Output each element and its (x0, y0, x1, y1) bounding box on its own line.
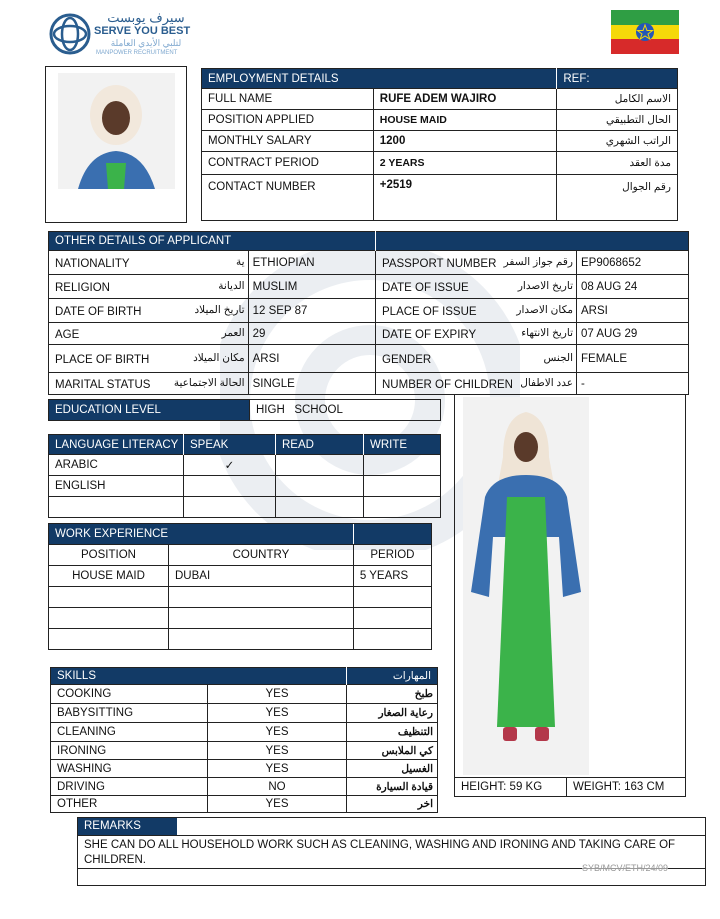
skill-cooking-ar: طبخ (414, 688, 433, 700)
skill-cleaning-value: YES (208, 723, 347, 742)
table-row (51, 796, 438, 813)
skill-other: OTHER (51, 796, 208, 813)
issue-place-value: ARSI (581, 304, 608, 317)
issue-date-value: 08 AUG 24 (581, 280, 638, 293)
age-ar: العمر (221, 327, 245, 339)
skill-other-value: YES (208, 796, 347, 813)
work-period: 5 YEARS (359, 570, 409, 582)
work-header: WORK EXPERIENCE (49, 524, 354, 545)
gender-value: FEMALE (581, 352, 628, 365)
dob-value: 12 SEP 87 (248, 299, 375, 323)
english-read (276, 476, 364, 497)
skill-babysitting-value: YES (208, 704, 347, 723)
religion-ar: الديانة (218, 280, 245, 292)
skill-driving-value: NO (208, 778, 347, 796)
logo-mark-icon (48, 12, 92, 56)
birthplace-value: ARSI (248, 345, 375, 373)
passport-ar: رقم جواز السفر (503, 256, 573, 268)
remarks (77, 817, 706, 886)
skills (50, 667, 438, 813)
passport-label: PASSPORT NUMBER (382, 257, 497, 270)
table-row (51, 704, 438, 723)
write-header: WRITE (364, 435, 441, 455)
education-label: EDUCATION LEVEL (49, 400, 249, 420)
salary-value: 1200 (373, 131, 557, 152)
weight-text: WEIGHT: 163 CM (573, 781, 665, 793)
ref-label: REF: (557, 69, 678, 89)
skill-cooking-value: YES (208, 685, 347, 704)
skills-header: SKILLS (51, 668, 347, 685)
gender-label: GENDER (382, 353, 432, 366)
nationality-ar: ية (236, 256, 245, 268)
marital-ar: الحالة الاجتماعية (173, 377, 245, 389)
gender-ar: الجنس (543, 352, 573, 364)
position-value: HOUSE MAID (373, 110, 557, 131)
table-row (51, 760, 438, 778)
skill-washing-ar: الغسيل (401, 762, 433, 775)
contact-value: +2519 (373, 175, 557, 221)
nationality-value: ETHIOPIAN (248, 251, 375, 275)
full-name-ar: الاسم الكامل (614, 93, 671, 105)
other-details-header: OTHER DETAILS OF APPLICANT (49, 232, 376, 251)
skill-babysitting-ar: رعاية الصغار (378, 707, 433, 719)
remarks-header: REMARKS (78, 818, 177, 835)
birthplace-ar: مكان الميلاد (193, 352, 245, 364)
work-col-position: POSITION (49, 545, 169, 566)
company-logo (48, 10, 198, 62)
skill-cleaning-ar: التنظيف (397, 726, 433, 738)
table-row (51, 778, 438, 796)
expiry-ar: تاريخ الانتهاء (521, 327, 573, 339)
contact-ar: رقم الجوال (622, 181, 671, 193)
religion-value: MUSLIM (248, 275, 375, 299)
skill-cleaning: CLEANING (51, 723, 208, 742)
work-country: DUBAI (169, 566, 354, 587)
applicant-photo-small (45, 66, 187, 223)
logo-name: SERVE YOU BEST (94, 25, 191, 37)
height-text: HEIGHT: 59 KG (461, 781, 543, 793)
contract-label: CONTRACT PERIOD (202, 152, 374, 175)
skill-other-ar: اخر (417, 798, 433, 810)
work-position: HOUSE MAID (49, 566, 169, 587)
children-ar: عدد الاطفال (520, 377, 573, 389)
dob-label: DATE OF BIRTH (55, 305, 142, 318)
age-label: AGE (55, 328, 80, 341)
work-experience (48, 523, 432, 650)
religion-label: RELIGION (55, 281, 110, 294)
skill-ironing-ar: كي الملابس (381, 744, 433, 757)
children-value: - (581, 377, 585, 390)
full-name-label: FULL NAME (202, 89, 374, 110)
issue-place-label: PLACE OF ISSUE (382, 305, 477, 318)
issue-place-ar: مكان الاصدار (516, 304, 573, 316)
table-row (51, 742, 438, 760)
work-col-period: PERIOD (370, 549, 415, 561)
applicant-photo-full (454, 394, 686, 797)
employment-header: EMPLOYMENT DETAILS (202, 69, 557, 89)
table-row (51, 723, 438, 742)
table-row (49, 566, 432, 587)
logo-sub: MANPOWER RECRUITMENT (96, 50, 178, 56)
issue-date-ar: تاريخ الاصدار (517, 280, 573, 292)
birthplace-label: PLACE OF BIRTH (55, 353, 150, 366)
language-english: ENGLISH (49, 476, 184, 497)
expiry-value: 07 AUG 29 (581, 327, 638, 340)
read-header: READ (276, 435, 364, 455)
english-speak (184, 476, 276, 497)
passport-value: EP9068652 (581, 256, 642, 269)
remarks-text: SHE CAN DO ALL HOUSEHOLD WORK SUCH AS CLEANING, WASHING AND IRONING AND TAKING CARE OF CHILDREN. (84, 839, 676, 866)
logo-sub-arabic: لتلبي الأيدي العاملة (110, 38, 182, 48)
contract-ar: مدة العقد (629, 157, 671, 169)
issue-date-label: DATE OF ISSUE (382, 281, 469, 294)
work-col-country: COUNTRY (169, 545, 354, 566)
expiry-label: DATE OF EXPIRY (382, 328, 477, 341)
skill-driving: DRIVING (51, 778, 208, 796)
skill-driving-ar: قيادة السيارة (376, 780, 433, 793)
logo-arabic: سيرف يوبست (107, 10, 185, 25)
skill-ironing-value: YES (208, 742, 347, 760)
education-value: HIGH SCHOOL (249, 400, 343, 420)
arabic-speak-check: ✓ (184, 455, 276, 476)
position-label: POSITION APPLIED (202, 110, 374, 131)
table-row (51, 685, 438, 704)
skills-header-ar: المهارات (347, 668, 438, 685)
salary-ar: الراتب الشهري (605, 135, 671, 147)
age-value: 29 (248, 323, 375, 345)
english-write (364, 476, 441, 497)
other-details (48, 231, 689, 395)
speak-header: SPEAK (184, 435, 276, 455)
skill-washing: WASHING (51, 760, 208, 778)
arabic-read (276, 455, 364, 476)
skill-cooking: COOKING (51, 685, 208, 704)
language-literacy (48, 434, 441, 518)
ethiopia-flag-icon (611, 10, 679, 54)
children-label: NUMBER OF CHILDREN (382, 378, 513, 391)
contract-value: 2 YEARS (373, 152, 557, 175)
skill-washing-value: YES (208, 760, 347, 778)
skill-ironing: IRONING (51, 742, 208, 760)
full-name-value: RUFE ADEM WAJIRO (373, 89, 557, 110)
position-ar: الحال التطبيقي (606, 114, 671, 126)
document-code: SYB/MCV/ETH/24/09 (582, 863, 669, 873)
contact-label: CONTACT NUMBER (202, 175, 374, 221)
marital-label: MARITAL STATUS (55, 378, 151, 391)
language-arabic: ARABIC (49, 455, 184, 476)
nationality-label: NATIONALITY (55, 257, 130, 270)
arabic-write (364, 455, 441, 476)
marital-value: SINGLE (248, 373, 375, 395)
dob-ar: تاريخ الميلاد (194, 304, 245, 316)
skill-babysitting: BABYSITTING (51, 704, 208, 723)
education-level (48, 399, 441, 421)
language-header: LANGUAGE LITERACY (49, 435, 184, 455)
salary-label: MONTHLY SALARY (202, 131, 374, 152)
employment-details (201, 68, 678, 221)
